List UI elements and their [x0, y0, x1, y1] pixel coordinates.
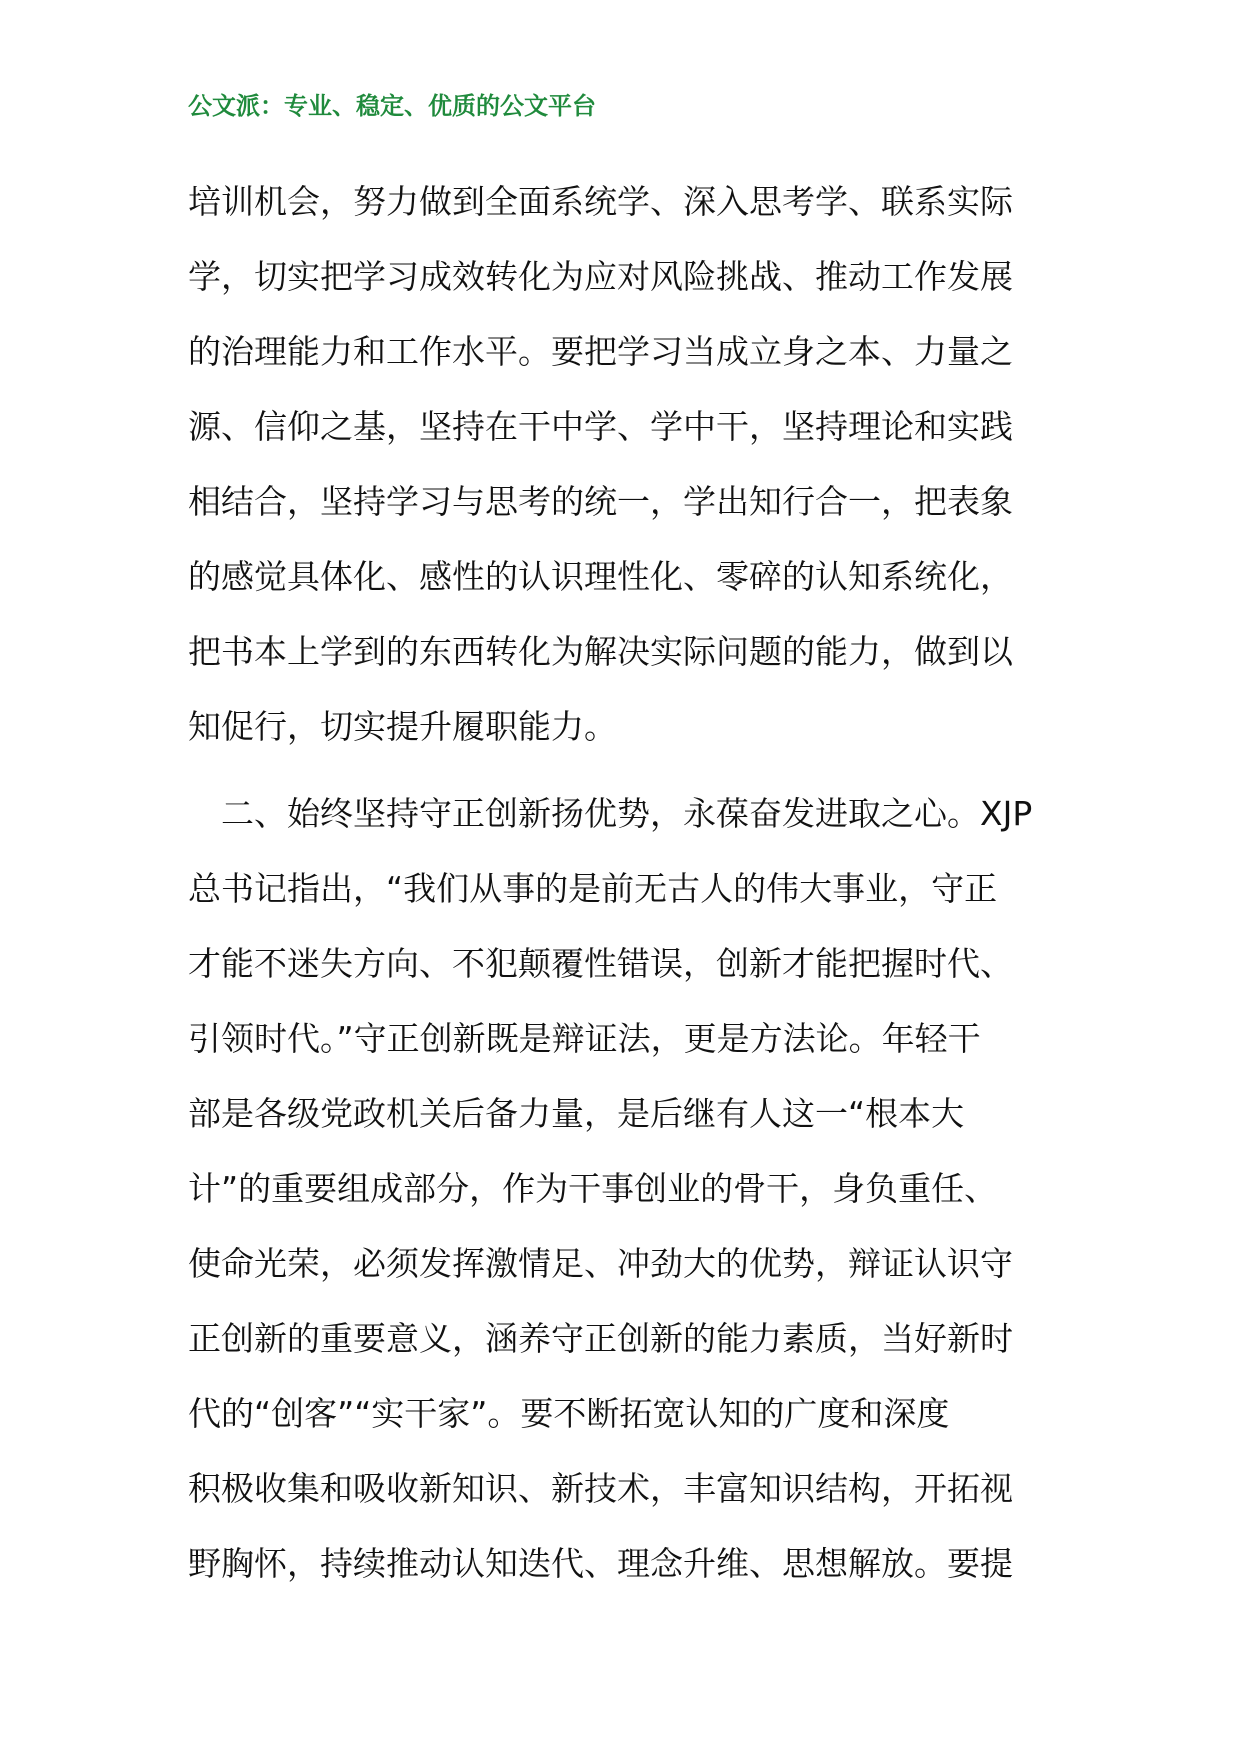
text-line: 计”的重要组成部分，作为干事创业的骨干，身负重任、: [188, 1169, 998, 1208]
text-line: 才能不迷失方向、不犯颠覆性错误，创新才能把握时代、: [188, 944, 1013, 983]
text-line: 的治理能力和工作水平。要把学习当成立身之本、力量之: [188, 332, 1013, 371]
text-line: 培训机会，努力做到全面系统学、深入思考学、联系实际: [188, 182, 1013, 221]
text-line: 总书记指出，“我们从事的是前无古人的伟大事业，守正: [188, 869, 998, 908]
text-line: 代的“创客”“实干家”。要不断拓宽认知的广度和深度: [188, 1394, 950, 1433]
text-line: 知促行，切实提升履职能力。: [188, 707, 617, 746]
text-line: 使命光荣，必须发挥激情足、冲劲大的优势，辩证认识守: [188, 1244, 1013, 1283]
section-heading-text: 二、始终坚持守正创新扬优势，永葆奋发进取之心。XJP: [221, 794, 1033, 833]
section-heading-line: [188, 776, 1058, 851]
paragraph-spacer: [188, 764, 1058, 776]
text-line: 正创新的重要意义，涵养守正创新的能力素质，当好新时: [188, 1319, 1013, 1358]
text-line: 野胸怀，持续推动认知迭代、理念升维、思想解放。要提: [188, 1544, 1013, 1583]
page-header: 公文派：专业、稳定、优质的公文平台: [188, 92, 596, 120]
text-line: 积极收集和吸收新知识、新技术，丰富知识结构，开拓视: [188, 1469, 1013, 1508]
text-line: 部是各级党政机关后备力量，是后继有人这一“根本大: [188, 1094, 965, 1133]
text-line: 相结合，坚持学习与思考的统一，学出知行合一，把表象: [188, 482, 1013, 521]
text-line: 把书本上学到的东西转化为解决实际问题的能力，做到以: [188, 632, 1013, 671]
text-line: 源、信仰之基，坚持在干中学、学中干，坚持理论和实践: [188, 407, 1013, 446]
paragraph: [188, 164, 1058, 764]
text-line: 学，切实把学习成效转化为应对风险挑战、推动工作发展: [188, 257, 1013, 296]
document-body: [188, 164, 1058, 1601]
text-line: 引领时代。”守正创新既是辩证法，更是方法论。年轻干: [188, 1019, 981, 1058]
text-line: 的感觉具体化、感性的认识理性化、零碎的认知系统化，: [188, 557, 1013, 596]
paragraph: [188, 776, 1058, 1601]
